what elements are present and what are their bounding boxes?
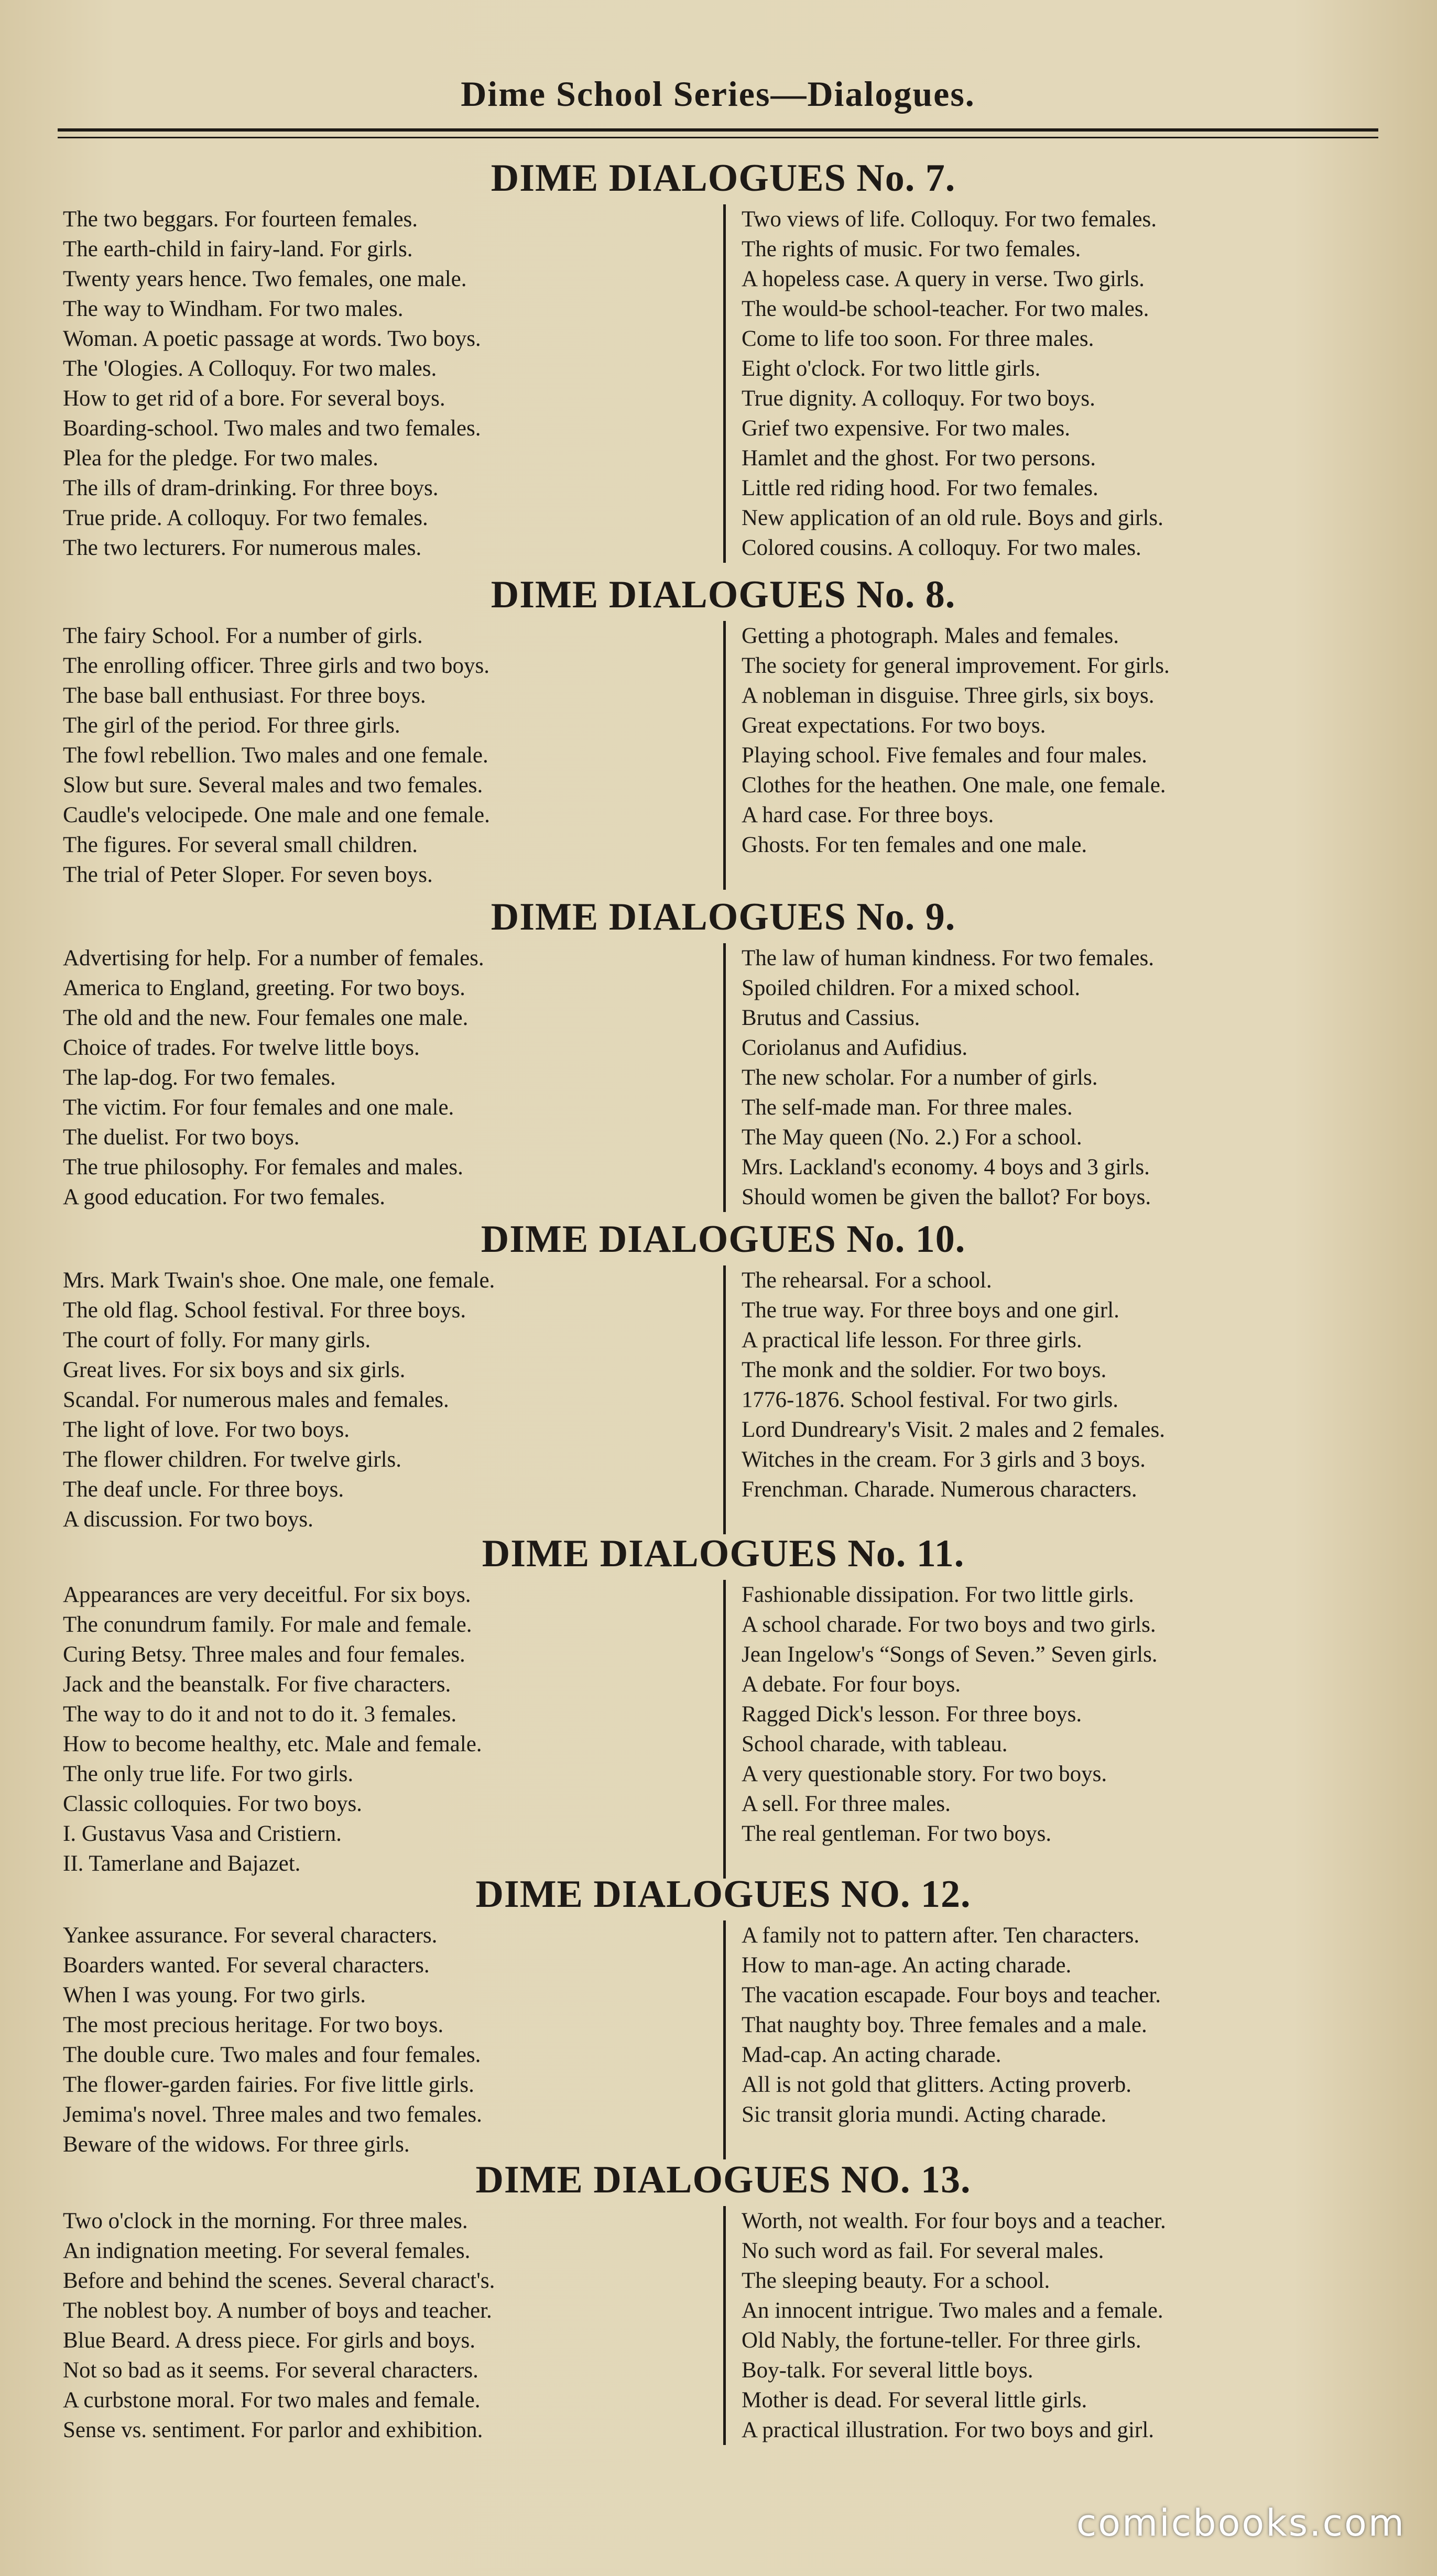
dialogue-section <box>63 569 1384 890</box>
dialogue-item: The way to do it and not to do it. 3 females. <box>63 1702 457 1727</box>
dialogue-item: Mother is dead. For several little girls. <box>742 2388 1087 2413</box>
dialogue-section <box>63 891 1384 1212</box>
right-column <box>723 1580 1384 1879</box>
dialogue-item: The flower children. For twelve girls. <box>63 1447 402 1472</box>
dialogue-item: The duelist. For two boys. <box>63 1125 300 1150</box>
left-column <box>63 1920 723 2159</box>
section-columns <box>63 1580 1384 1879</box>
dialogue-item: Twenty years hence. Two females, one male. <box>63 267 467 291</box>
left-column <box>63 2206 723 2445</box>
dialogue-item: The trial of Peter Sloper. For seven boys. <box>63 863 433 887</box>
dialogue-section <box>63 1868 1384 2159</box>
section-columns <box>63 943 1384 1212</box>
dialogue-item: The monk and the soldier. For two boys. <box>742 1358 1107 1382</box>
dialogue-item: The true way. For three boys and one girl. <box>742 1298 1119 1323</box>
dialogue-item: A very questionable story. For two boys. <box>742 1762 1107 1786</box>
dialogue-item: Choice of trades. For twelve little boys. <box>63 1035 420 1060</box>
dialogue-item: Lord Dundreary's Visit. 2 males and 2 females. <box>742 1417 1166 1442</box>
dialogue-item: Should women be given the ballot? For boys. <box>742 1185 1151 1209</box>
dialogue-item: The old and the new. Four females one male. <box>63 1006 469 1030</box>
dialogue-item: True dignity. A colloquy. For two boys. <box>742 386 1095 411</box>
dialogue-item: The court of folly. For many girls. <box>63 1328 371 1352</box>
dialogue-item: The only true life. For two girls. <box>63 1762 354 1786</box>
dialogue-item: The real gentleman. For two boys. <box>742 1821 1052 1846</box>
left-column <box>63 943 723 1212</box>
dialogue-item: No such word as fail. For several males. <box>742 2239 1104 2263</box>
dialogue-item: Boarding-school. Two males and two females. <box>63 416 481 441</box>
dialogue-item: Jean Ingelow's “Songs of Seven.” Seven girls. <box>742 1642 1158 1667</box>
dialogue-item: The May queen (No. 2.) For a school. <box>742 1125 1082 1150</box>
dialogue-item: The new scholar. For a number of girls. <box>742 1065 1098 1090</box>
dialogue-item: How to get rid of a bore. For several boys. <box>63 386 445 411</box>
dialogue-item: Jack and the beanstalk. For five characters. <box>63 1672 451 1697</box>
right-column <box>723 1920 1384 2159</box>
dialogue-item: Sic transit gloria mundi. Acting charade. <box>742 2102 1107 2127</box>
section-columns <box>63 621 1384 890</box>
dialogue-item: New application of an old rule. Boys and girls. <box>742 506 1163 530</box>
dialogue-item: Old Nably, the fortune-teller. For three girls. <box>742 2328 1141 2353</box>
left-column <box>63 1265 723 1534</box>
dialogue-item: Mrs. Lackland's economy. 4 boys and 3 girls. <box>742 1155 1150 1180</box>
dialogue-item: Sense vs. sentiment. For parlor and exhibition. <box>63 2418 483 2442</box>
dialogue-item: The flower-garden fairies. For five little girls. <box>63 2072 474 2097</box>
dialogue-item: School charade, with tableau. <box>742 1732 1008 1756</box>
dialogue-item: A practical life lesson. For three girls. <box>742 1328 1082 1352</box>
dialogue-item: An indignation meeting. For several females. <box>63 2239 471 2263</box>
dialogue-item: The vacation escapade. Four boys and teacher. <box>742 1983 1161 2007</box>
dialogue-item: Great expectations. For two boys. <box>742 713 1046 738</box>
dialogue-item: II. Tamerlane and Bajazet. <box>63 1851 301 1876</box>
dialogue-item: The way to Windham. For two males. <box>63 297 404 321</box>
dialogue-item: Boarders wanted. For several characters. <box>63 1953 430 1978</box>
dialogue-item: Boy-talk. For several little boys. <box>742 2358 1033 2383</box>
dialogue-item: The light of love. For two boys. <box>63 1417 350 1442</box>
dialogue-item: Ghosts. For ten females and one male. <box>742 833 1087 857</box>
dialogue-item: The deaf uncle. For three boys. <box>63 1477 344 1502</box>
dialogue-item: Great lives. For six boys and six girls. <box>63 1358 406 1382</box>
dialogue-item: The law of human kindness. For two females. <box>742 946 1154 970</box>
dialogue-item: Not so bad as it seems. For several characters. <box>63 2358 478 2383</box>
dialogue-item: America to England, greeting. For two boys. <box>63 976 465 1000</box>
section-columns <box>63 1265 1384 1534</box>
dialogue-item: Woman. A poetic passage at words. Two boys. <box>63 326 481 351</box>
dialogue-item: Fashionable dissipation. For two little girls. <box>742 1582 1134 1607</box>
dialogue-item: Blue Beard. A dress piece. For girls and boys. <box>63 2328 476 2353</box>
dialogue-item: Little red riding hood. For two females. <box>742 476 1098 500</box>
dialogue-item: All is not gold that glitters. Acting proverb. <box>742 2072 1132 2097</box>
dialogue-section <box>63 1213 1384 1534</box>
dialogue-item: A practical illustration. For two boys and girl. <box>742 2418 1155 2442</box>
dialogue-item: The noblest boy. A number of boys and teacher. <box>63 2298 492 2323</box>
dialogue-item: The two beggars. For fourteen females. <box>63 207 418 232</box>
dialogue-item: That naughty boy. Three females and a male. <box>742 2013 1147 2037</box>
dialogue-item: The rehearsal. For a school. <box>742 1268 992 1293</box>
dialogue-item: Brutus and Cassius. <box>742 1006 920 1030</box>
left-column <box>63 621 723 890</box>
dialogue-item: The victim. For four females and one male. <box>63 1095 454 1120</box>
dialogue-item: The girl of the period. For three girls. <box>63 713 400 738</box>
dialogue-item: Classic colloquies. For two boys. <box>63 1792 362 1816</box>
dialogue-section <box>63 2154 1384 2445</box>
dialogue-item: The most precious heritage. For two boys. <box>63 2013 444 2037</box>
section-title: DIME DIALOGUES No. 8. <box>491 573 956 616</box>
right-column <box>723 943 1384 1212</box>
dialogue-item: How to man-age. An acting charade. <box>742 1953 1072 1978</box>
dialogue-item: Plea for the pledge. For two males. <box>63 446 378 471</box>
dialogue-item: A school charade. For two boys and two girls. <box>742 1612 1156 1637</box>
section-columns <box>63 204 1384 563</box>
left-column <box>63 204 723 563</box>
dialogue-item: How to become healthy, etc. Male and female. <box>63 1732 482 1756</box>
dialogue-item: Jemima's novel. Three males and two females. <box>63 2102 482 2127</box>
dialogue-item: Curing Betsy. Three males and four females. <box>63 1642 465 1667</box>
dialogue-item: Two o'clock in the morning. For three males. <box>63 2209 468 2233</box>
dialogue-item: The ills of dram-drinking. For three boys. <box>63 476 439 500</box>
dialogue-item: Ragged Dick's lesson. For three boys. <box>742 1702 1082 1727</box>
watermark: comicbooks.com <box>1076 2502 1406 2545</box>
dialogue-item: A discussion. For two boys. <box>63 1507 313 1532</box>
dialogue-item: Advertising for help. For a number of females. <box>63 946 484 970</box>
right-column <box>723 1265 1384 1534</box>
dialogue-item: Slow but sure. Several males and two females. <box>63 773 483 798</box>
dialogue-item: A hopeless case. A query in verse. Two girls. <box>742 267 1145 291</box>
dialogue-item: Clothes for the heathen. One male, one female. <box>742 773 1166 798</box>
dialogue-item: Colored cousins. A colloquy. For two males. <box>742 536 1141 560</box>
dialogue-item: Getting a photograph. Males and females. <box>742 624 1119 648</box>
header-rule <box>58 128 1378 138</box>
dialogue-item: A good education. For two females. <box>63 1185 386 1209</box>
dialogue-item: A sell. For three males. <box>742 1792 951 1816</box>
dialogue-item: I. Gustavus Vasa and Cristiern. <box>63 1821 342 1846</box>
dialogue-item: A family not to pattern after. Ten characters. <box>742 1923 1140 1948</box>
section-title: DIME DIALOGUES No. 10. <box>481 1218 966 1261</box>
dialogue-item: The 'Ologies. A Colloquy. For two males. <box>63 356 437 381</box>
dialogue-item: The would-be school-teacher. For two males. <box>742 297 1149 321</box>
dialogue-item: The fairy School. For a number of girls. <box>63 624 423 648</box>
section-title: DIME DIALOGUES No. 7. <box>491 157 956 200</box>
dialogue-item: The figures. For several small children. <box>63 833 418 857</box>
dialogue-item: Coriolanus and Aufidius. <box>742 1035 968 1060</box>
dialogue-item: The lap-dog. For two females. <box>63 1065 336 1090</box>
dialogue-item: Grief two expensive. For two males. <box>742 416 1070 441</box>
dialogue-item: A debate. For four boys. <box>742 1672 961 1697</box>
dialogue-item: A hard case. For three boys. <box>742 803 994 827</box>
dialogue-item: A curbstone moral. For two males and female. <box>63 2388 481 2413</box>
dialogue-item: True pride. A colloquy. For two females. <box>63 506 428 530</box>
dialogue-item: The rights of music. For two females. <box>742 237 1081 261</box>
dialogue-item: The double cure. Two males and four females. <box>63 2043 481 2067</box>
dialogue-item: The self-made man. For three males. <box>742 1095 1073 1120</box>
dialogue-item: Witches in the cream. For 3 girls and 3 boys. <box>742 1447 1146 1472</box>
dialogue-item: The earth-child in fairy-land. For girls. <box>63 237 413 261</box>
section-title: DIME DIALOGUES NO. 13. <box>475 2158 971 2201</box>
dialogue-item: The sleeping beauty. For a school. <box>742 2268 1050 2293</box>
dialogue-item: Eight o'clock. For two little girls. <box>742 356 1041 381</box>
dialogue-item: A nobleman in disguise. Three girls, six boys. <box>742 683 1155 708</box>
dialogue-item: Come to life too soon. For three males. <box>742 326 1094 351</box>
dialogue-item: Worth, not wealth. For four boys and a teacher. <box>742 2209 1166 2233</box>
dialogue-item: The base ball enthusiast. For three boys. <box>63 683 426 708</box>
dialogue-item: Mrs. Mark Twain's shoe. One male, one female. <box>63 1268 495 1293</box>
dialogue-item: Frenchman. Charade. Numerous characters. <box>742 1477 1137 1502</box>
dialogue-item: The conundrum family. For male and female. <box>63 1612 472 1637</box>
dialogue-item: The true philosophy. For females and males. <box>63 1155 463 1180</box>
section-columns <box>63 1920 1384 2159</box>
right-column <box>723 621 1384 890</box>
dialogue-item: The society for general improvement. For girls. <box>742 653 1170 678</box>
section-title: DIME DIALOGUES No. 9. <box>491 896 956 938</box>
page-header: Dime School Series—Dialogues. <box>461 74 975 114</box>
dialogue-item: The old flag. School festival. For three boys. <box>63 1298 466 1323</box>
dialogue-item: Scandal. For numerous males and females. <box>63 1388 449 1412</box>
section-title: DIME DIALOGUES No. 11. <box>482 1532 965 1575</box>
dialogue-item: Playing school. Five females and four males. <box>742 743 1147 768</box>
dialogue-item: An innocent intrigue. Two males and a female. <box>742 2298 1163 2323</box>
dialogue-item: Before and behind the scenes. Several charact's. <box>63 2268 495 2293</box>
dialogue-item: The fowl rebellion. Two males and one female. <box>63 743 488 768</box>
dialogue-item: The two lecturers. For numerous males. <box>63 536 422 560</box>
dialogue-item: The enrolling officer. Three girls and two boys. <box>63 653 490 678</box>
dialogue-item: Appearances are very deceitful. For six boys. <box>63 1582 471 1607</box>
section-columns <box>63 2206 1384 2445</box>
right-column <box>723 204 1384 563</box>
dialogue-item: Beware of the widows. For three girls. <box>63 2132 410 2157</box>
dialogue-item: Hamlet and the ghost. For two persons. <box>742 446 1096 471</box>
left-column <box>63 1580 723 1879</box>
right-column <box>723 2206 1384 2445</box>
dialogue-item: Yankee assurance. For several characters. <box>63 1923 438 1948</box>
section-title: DIME DIALOGUES NO. 12. <box>475 1873 971 1916</box>
dialogue-item: Mad-cap. An acting charade. <box>742 2043 1001 2067</box>
dialogue-item: 1776-1876. School festival. For two girls. <box>742 1388 1119 1412</box>
dialogue-section <box>63 1527 1384 1879</box>
dialogue-item: Spoiled children. For a mixed school. <box>742 976 1081 1000</box>
dialogue-item: Caudle's velocipede. One male and one female. <box>63 803 490 827</box>
dialogue-section <box>63 152 1384 563</box>
dialogue-item: Two views of life. Colloquy. For two females. <box>742 207 1157 232</box>
dialogue-item: When I was young. For two girls. <box>63 1983 366 2007</box>
